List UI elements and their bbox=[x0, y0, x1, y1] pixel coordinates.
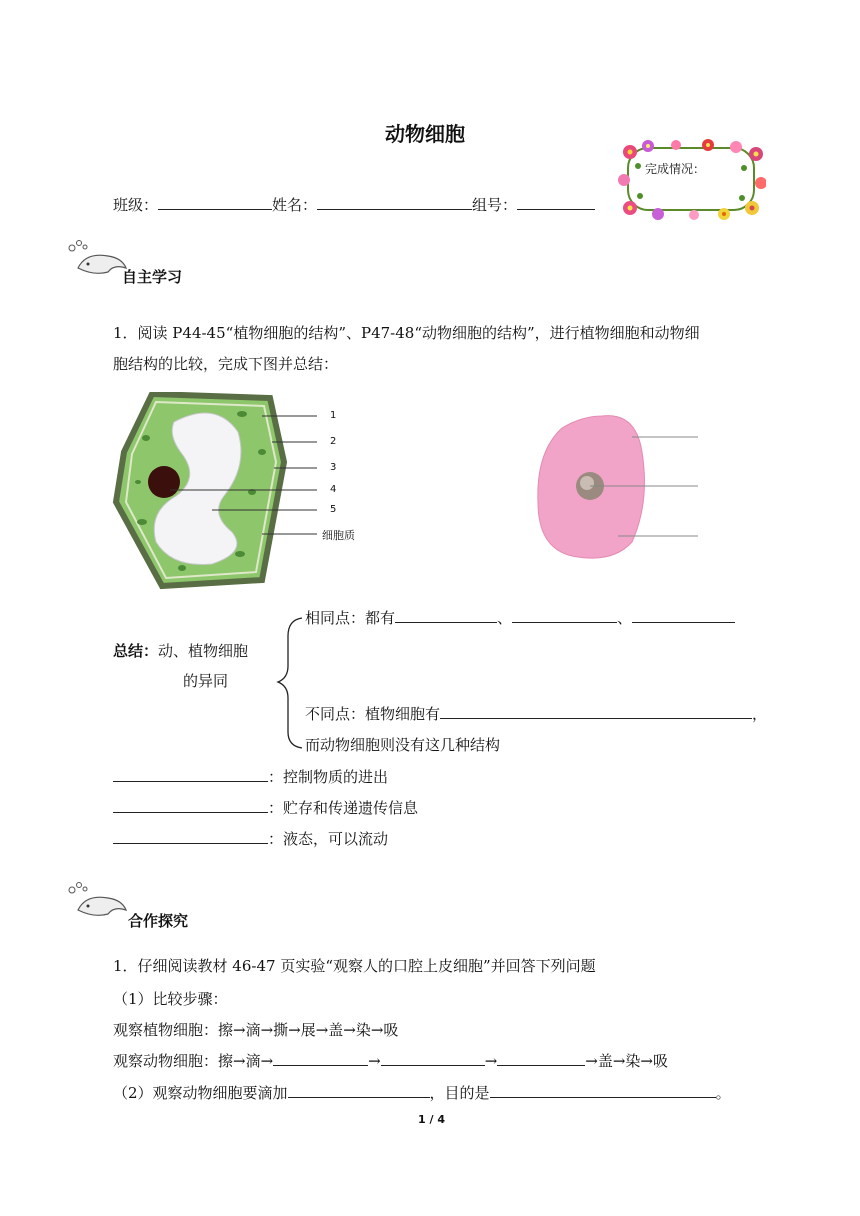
step-field-2[interactable] bbox=[381, 1051, 485, 1066]
function-text-1: ：控制物质的进出 bbox=[268, 768, 389, 786]
dolphin-icon-2 bbox=[64, 880, 134, 924]
group-label: 组号： bbox=[472, 196, 518, 214]
arrow-2: → bbox=[484, 1052, 498, 1070]
animal-steps-suffix: →盖→染→吸 bbox=[585, 1052, 669, 1070]
function-field-2[interactable] bbox=[113, 798, 268, 813]
diff-line2: 而动物细胞则没有这几种结构 bbox=[305, 736, 501, 754]
q2-sub1: （1）比较步骤： bbox=[113, 990, 228, 1008]
same-field-3[interactable] bbox=[632, 608, 735, 623]
diff-prefix: 不同点：植物细胞有 bbox=[305, 705, 441, 723]
flower-frame-icon bbox=[616, 138, 766, 222]
q2-animal-steps bbox=[113, 1050, 668, 1071]
plant-label-4: 4 bbox=[330, 484, 337, 495]
arrow-1: → bbox=[368, 1052, 381, 1070]
info-row bbox=[113, 194, 595, 215]
section-self-study: 自主学习 bbox=[122, 268, 183, 286]
same-prefix: 相同点：都有 bbox=[305, 609, 396, 627]
animal-steps-prefix: 观察动物细胞：擦→滴→ bbox=[113, 1052, 274, 1070]
name-label: 姓名： bbox=[272, 196, 318, 214]
same-field-2[interactable] bbox=[512, 608, 617, 623]
plant-label-2: 2 bbox=[330, 436, 337, 447]
q1-line1: 1．阅读 P44-45“植物细胞的结构”、P47-48“动物细胞的结构”，进行植物细胞和动物细 bbox=[113, 324, 700, 342]
summary-text1: 动、植物细胞 bbox=[158, 642, 249, 660]
function-field-3[interactable] bbox=[113, 829, 268, 844]
summary-label: 总结： bbox=[113, 642, 159, 660]
sub2-mid: ，目的是 bbox=[429, 1084, 490, 1102]
q2-sub2 bbox=[113, 1082, 731, 1103]
sub2-prefix: （2）观察动物细胞要滴加 bbox=[113, 1084, 288, 1102]
q2-plant-steps: 观察植物细胞：擦→滴→撕→展→盖→染→吸 bbox=[113, 1021, 399, 1039]
step-field-1[interactable] bbox=[273, 1051, 368, 1066]
same-sep-1: 、 bbox=[497, 609, 513, 627]
summary-label-row bbox=[113, 640, 248, 661]
same-sep-2: 、 bbox=[617, 609, 633, 627]
page-title: 动物细胞 bbox=[385, 122, 465, 146]
completion-badge bbox=[616, 138, 766, 222]
diff-comma: ， bbox=[752, 705, 768, 723]
q2-intro: 1．仔细阅读教材 46-47 页实验“观察人的口腔上皮细胞”并回答下列问题 bbox=[113, 957, 596, 975]
name-field[interactable] bbox=[317, 195, 472, 210]
step-field-3[interactable] bbox=[497, 1051, 585, 1066]
plant-label-3: 3 bbox=[330, 462, 337, 473]
class-label: 班级： bbox=[113, 196, 159, 214]
summary-text2: 的异同 bbox=[183, 672, 229, 690]
diff-row bbox=[305, 703, 767, 724]
same-row bbox=[305, 607, 735, 628]
page-number: 1 / 4 bbox=[418, 1113, 445, 1126]
plant-cell-diagram bbox=[112, 392, 402, 592]
q1-line2: 胞结构的比较，完成下图并总结： bbox=[113, 355, 339, 373]
sub2-end: 。 bbox=[715, 1084, 731, 1102]
function-row-1 bbox=[113, 766, 388, 787]
function-field-1[interactable] bbox=[113, 767, 268, 782]
section-cooperative-inquiry: 合作探究 bbox=[128, 912, 189, 930]
same-field-1[interactable] bbox=[395, 608, 497, 623]
function-row-3 bbox=[113, 828, 388, 849]
plant-label-5: 5 bbox=[330, 504, 337, 515]
group-field[interactable] bbox=[517, 195, 595, 210]
purpose-field[interactable] bbox=[490, 1083, 716, 1098]
diff-field[interactable] bbox=[440, 704, 752, 719]
class-field[interactable] bbox=[158, 195, 272, 210]
plant-label-cytoplasm: 细胞质 bbox=[322, 529, 355, 542]
function-row-2 bbox=[113, 797, 418, 818]
animal-cell-diagram bbox=[532, 412, 702, 562]
badge-text: 完成情况： bbox=[645, 162, 706, 176]
function-text-3: ：液态，可以流动 bbox=[268, 830, 389, 848]
plant-label-1: 1 bbox=[330, 410, 337, 421]
function-text-2: ：贮存和传递遗传信息 bbox=[268, 799, 419, 817]
brace-icon bbox=[276, 612, 306, 752]
reagent-field[interactable] bbox=[288, 1083, 430, 1098]
